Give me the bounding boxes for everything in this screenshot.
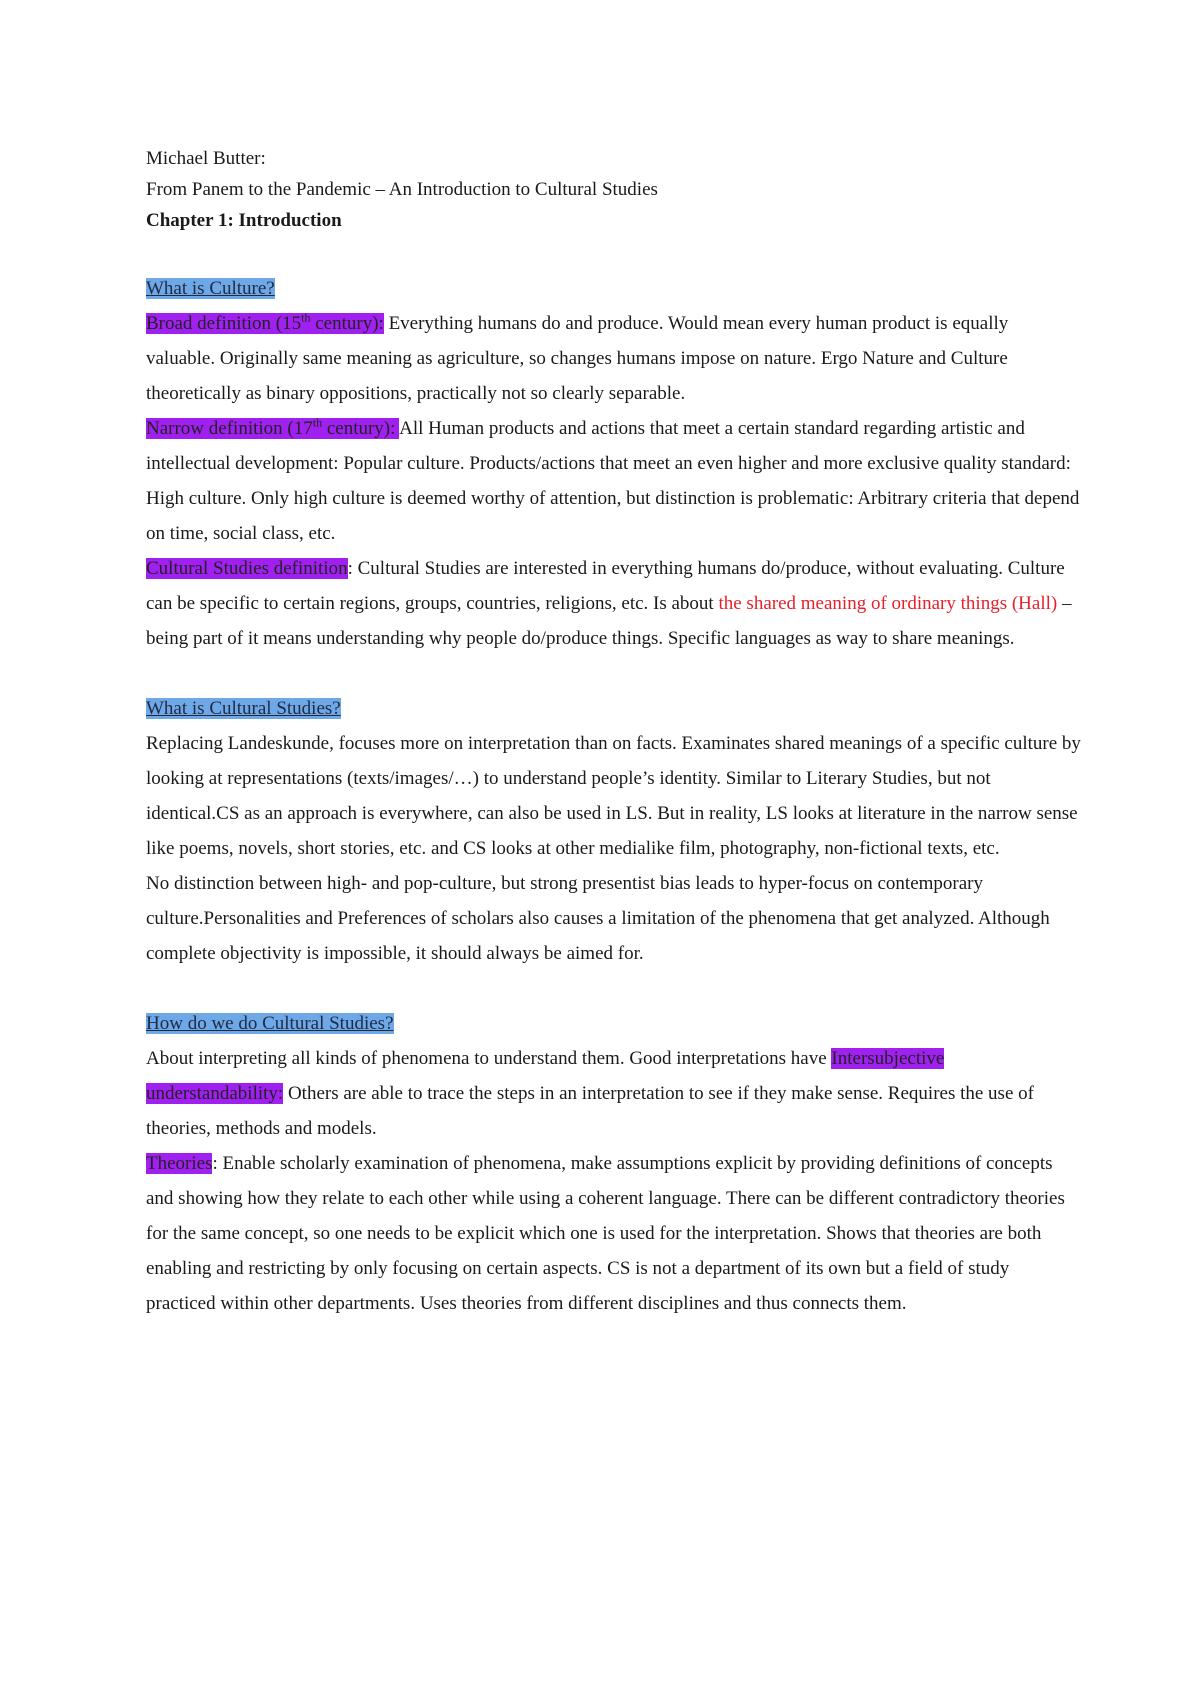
cs-definition-label: Cultural Studies definition <box>146 558 348 579</box>
section-how-do-we-do-cs <box>146 1006 1081 1041</box>
cs-paragraph-2: No distinction between high- and pop-culture, but strong presentist bias leads to hyper-focus on contemporary culture.Personalities and Preferences of scholars also causes a limitation of the phenomena that get analyzed. Although complete objectivity is impossible, it should always be aimed for. <box>146 873 1050 964</box>
spacer <box>146 656 1081 691</box>
cs-definition-text: : Cultural Studies are interested in everything humans do/produce, without evaluating. Culture can be specific to certain regions, groups, countries, religions, etc. Is about <box>146 558 1065 614</box>
chapter-title: Chapter 1: Introduction <box>146 210 342 231</box>
intersubjective-text: Others are able to trace the steps in an interpretation to see if they make sense. Requires the use of theories, methods and models. <box>146 1083 1034 1139</box>
label-text: Broad definition (15 <box>146 313 302 334</box>
label-text: century): <box>322 418 400 439</box>
broad-definition-paragraph <box>146 306 1081 411</box>
section-heading: What is Cultural Studies? <box>146 698 341 719</box>
broad-definition-text: Everything humans do and produce. Would mean every human product is equally valuable. Originally same meaning as agriculture, so changes humans impose on nature. Ergo Nature and Culture theoretically as binary oppositions, practically not so clearly separable. <box>146 313 1009 404</box>
superscript: th <box>301 310 311 325</box>
section-heading: What is Culture? <box>146 278 275 299</box>
superscript: th <box>312 415 323 430</box>
theories-label: Theories <box>146 1153 213 1174</box>
interpretation-paragraph <box>146 1041 1081 1146</box>
cs-definition-text-end: – being part of it means understanding why people do/produce things. Specific languages as way to share meanings. <box>146 593 1072 649</box>
label-text: Narrow definition (17 <box>146 418 313 439</box>
author-line: Michael Butter: <box>146 148 266 169</box>
intro-text: About interpreting all kinds of phenomena to understand them. Good interpretations have <box>146 1048 832 1069</box>
narrow-definition-label <box>146 415 400 439</box>
cs-definition-paragraph <box>146 551 1081 656</box>
document-body <box>146 143 1081 1321</box>
section-what-is-culture <box>146 271 1081 306</box>
hall-quote: the shared meaning of ordinary things (Hall) <box>718 593 1058 614</box>
narrow-definition-text: All Human products and actions that meet a certain standard regarding artistic and intellectual development: Popular culture. Products/actions that meet an even higher and more exclusive quality standard: High culture. Only high culture is deemed worthy of attention, but distinction is problematic: Arbitrary criteria that depend on time, social class, etc. <box>146 418 1080 544</box>
spacer <box>146 236 1081 271</box>
intersubjective-label: Intersubjective understandability: <box>146 1048 945 1104</box>
book-title: From Panem to the Pandemic – An Introduction to Cultural Studies <box>146 179 658 200</box>
cs-paragraph-1: Replacing Landeskunde, focuses more on interpretation than on facts. Examinates shared meanings of a specific culture by looking at representations (texts/images/…) to understand people’s identity. Similar to Literary Studies, but not identical.CS as an approach is everywhere, can also be used in LS. But in reality, LS looks at literature in the narrow sense like poems, novels, short stories, etc. and CS looks at other medialike film, photography, non-fictional texts, etc. <box>146 733 1081 859</box>
section-what-is-cs <box>146 691 1081 726</box>
label-text: century): <box>310 313 384 334</box>
spacer <box>146 971 1081 1006</box>
theories-paragraph <box>146 1146 1081 1321</box>
theories-text: : Enable scholarly examination of phenomena, make assumptions explicit by providing definitions of concepts and showing how they relate to each other while using a coherent language. There can be different contradictory theories for the same concept, so one needs to be explicit which one is used for the interpretation. Shows that theories are both enabling and restricting by only focusing on certain aspects. CS is not a department of its own but a field of study practiced within other departments. Uses theories from different disciplines and thus connects them. <box>146 1153 1065 1314</box>
section-heading: How do we do Cultural Studies? <box>146 1013 394 1034</box>
broad-definition-label <box>146 310 384 334</box>
narrow-definition-paragraph <box>146 411 1081 551</box>
